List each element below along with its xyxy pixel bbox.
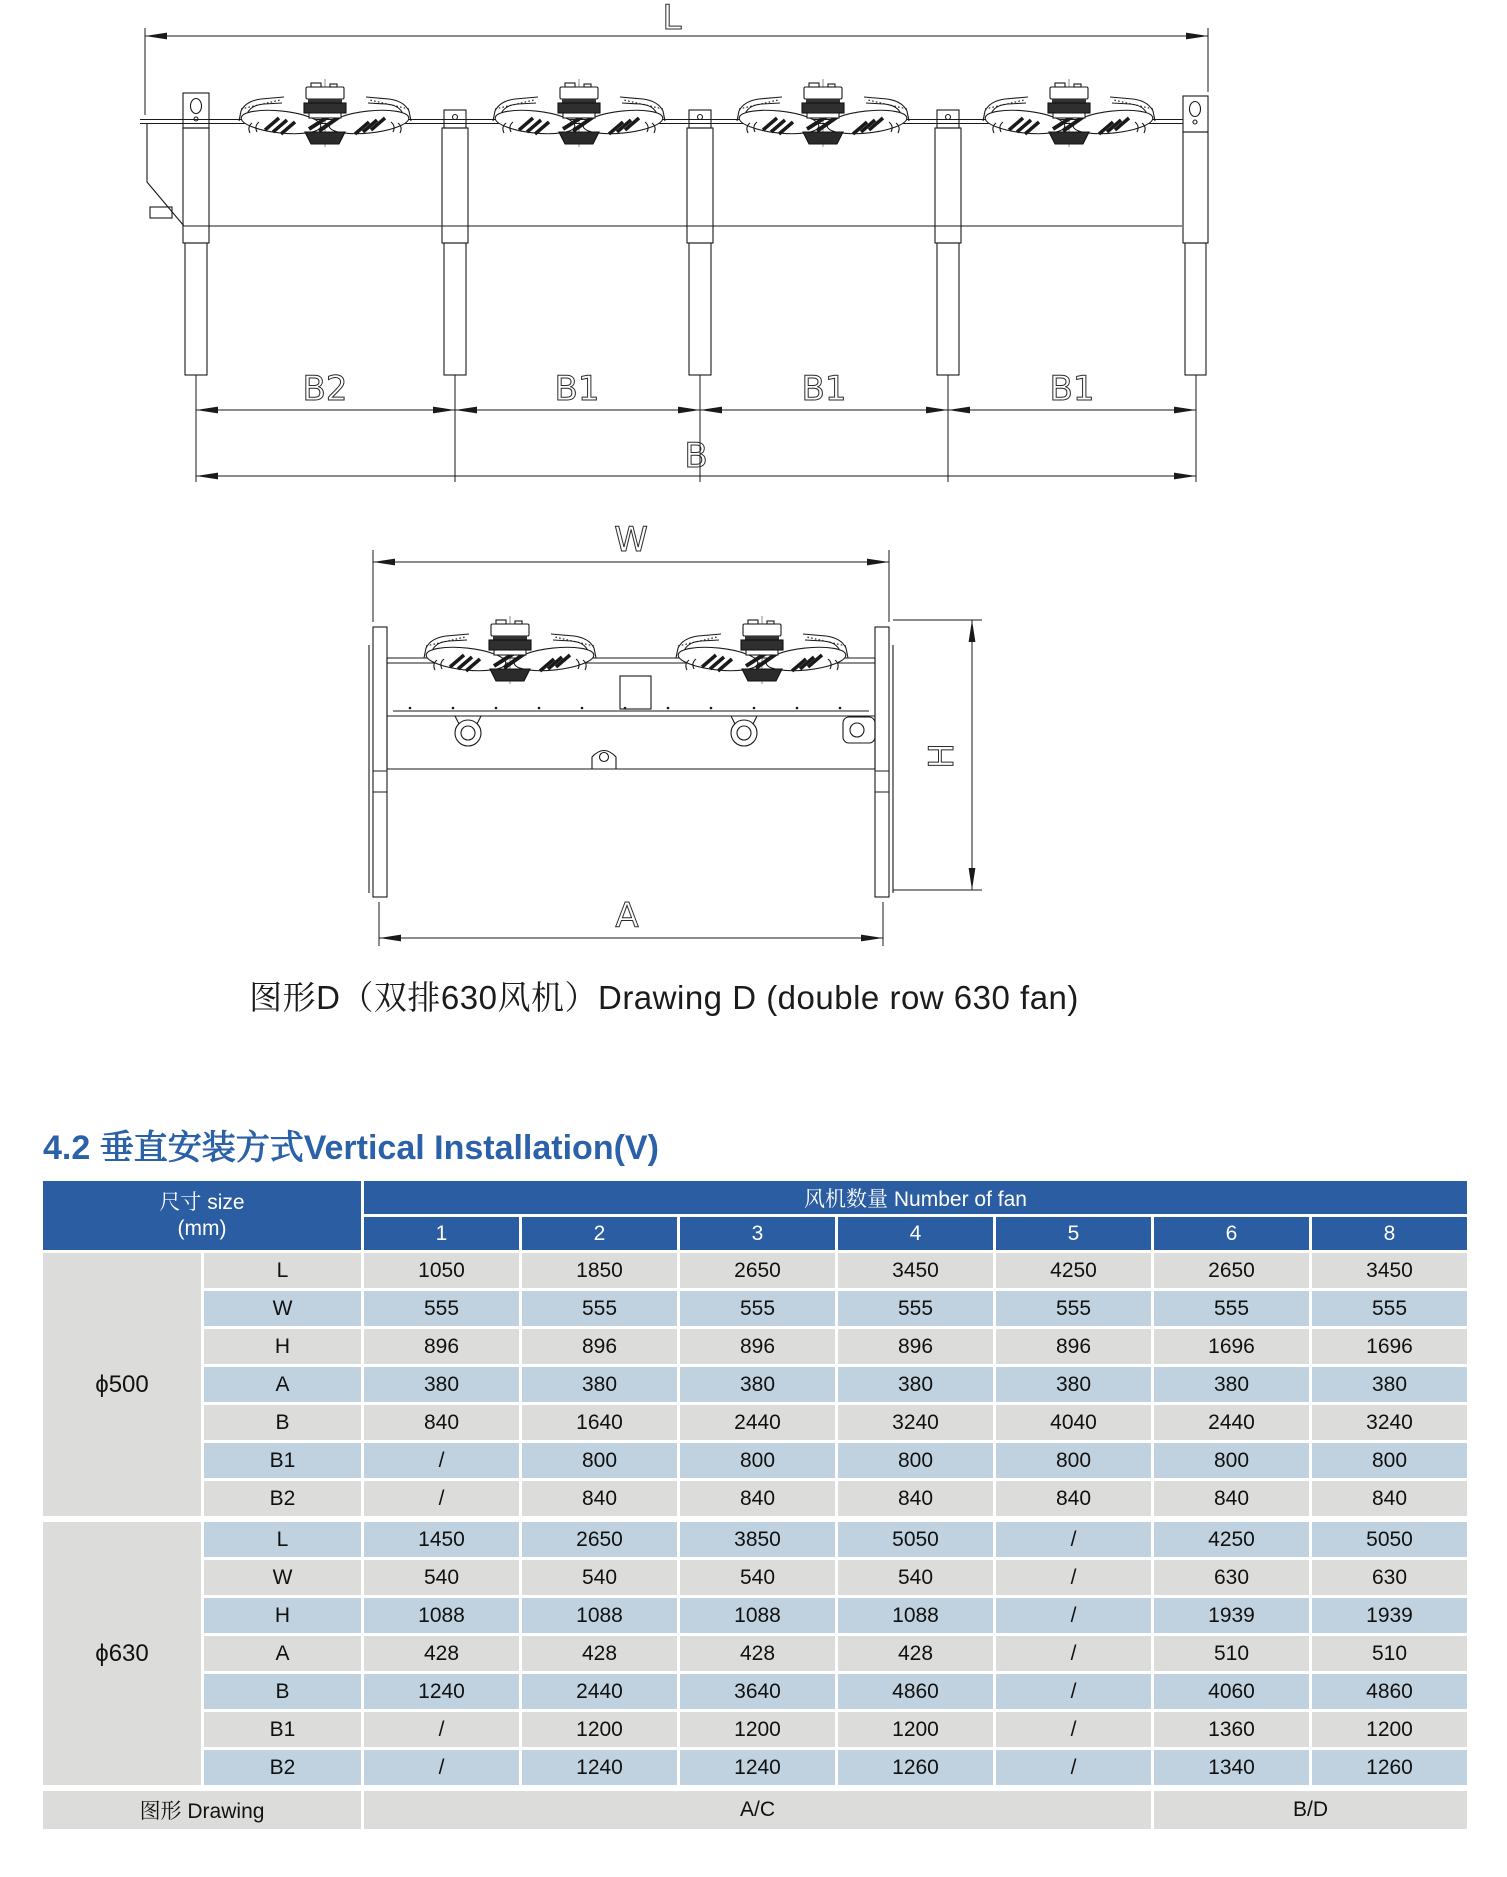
dim-label-h: H — [922, 743, 962, 769]
dimension-value-cell: 540 — [838, 1560, 993, 1595]
dimension-value-cell: 3450 — [1312, 1253, 1467, 1288]
mounting-brackets — [455, 716, 875, 769]
dimension-value-cell: 428 — [838, 1636, 993, 1671]
dimension-value-cell: 2650 — [1154, 1253, 1309, 1288]
dimension-value-cell: 840 — [680, 1481, 835, 1516]
table-row — [43, 1750, 1467, 1785]
dimension-value-cell: 2440 — [680, 1405, 835, 1440]
table-row — [43, 1598, 1467, 1633]
dimension-value-cell: / — [996, 1560, 1151, 1595]
table-row — [43, 1636, 1467, 1671]
size-header-cell — [43, 1181, 361, 1250]
unit-body — [387, 658, 875, 769]
dimension-value-cell: 1696 — [1312, 1329, 1467, 1364]
fan-icon — [676, 616, 848, 684]
dimension-value-cell: 4860 — [1312, 1674, 1467, 1709]
fan-icon — [493, 79, 665, 147]
dimension-value-cell: 555 — [1154, 1291, 1309, 1326]
dimension-label-cell: A — [204, 1636, 361, 1671]
dimension-value-cell: 2650 — [522, 1522, 677, 1557]
dimension-value-cell: 1850 — [522, 1253, 677, 1288]
dimension-value-cell: 1450 — [364, 1522, 519, 1557]
dimension-value-cell: 555 — [996, 1291, 1151, 1326]
dimension-h — [893, 620, 982, 890]
dimension-value-cell: 800 — [522, 1443, 677, 1478]
fan-count-column-header: 4 — [838, 1217, 993, 1250]
fan-diameter-cell: ϕ630 — [43, 1522, 201, 1785]
dimension-value-cell: 896 — [838, 1329, 993, 1364]
dimension-label-cell: H — [204, 1598, 361, 1633]
dimension-value-cell: 800 — [1154, 1443, 1309, 1478]
dimension-value-cell: / — [364, 1712, 519, 1747]
dimension-value-cell: 2650 — [680, 1253, 835, 1288]
dimension-value-cell: 1200 — [522, 1712, 677, 1747]
top-view-drawing — [140, 0, 1208, 482]
dimension-value-cell: 840 — [1154, 1481, 1309, 1516]
table-row — [43, 1329, 1467, 1364]
dimension-value-cell: / — [364, 1481, 519, 1516]
dimension-value-cell: 1050 — [364, 1253, 519, 1288]
dimension-label-cell: B1 — [204, 1443, 361, 1478]
dimension-value-cell: 896 — [364, 1329, 519, 1364]
fan-count-column-header: 6 — [1154, 1217, 1309, 1250]
drawing-ac-cell: A/C — [364, 1791, 1151, 1829]
dimension-value-cell: 840 — [838, 1481, 993, 1516]
dimension-value-cell: 1088 — [838, 1598, 993, 1633]
dimension-value-cell: 4060 — [1154, 1674, 1309, 1709]
dim-label-b2: B2 — [302, 369, 348, 409]
dimension-value-cell: 380 — [680, 1367, 835, 1402]
dimension-value-cell: 555 — [838, 1291, 993, 1326]
dimension-value-cell: 428 — [522, 1636, 677, 1671]
dimension-value-cell: 800 — [996, 1443, 1151, 1478]
dimension-value-cell: 630 — [1154, 1560, 1309, 1595]
dimension-value-cell: / — [996, 1712, 1151, 1747]
dimension-value-cell: 4860 — [838, 1674, 993, 1709]
fan-diameter-cell: ϕ500 — [43, 1253, 201, 1516]
dimension-label-cell: L — [204, 1522, 361, 1557]
dimension-value-cell: / — [996, 1598, 1151, 1633]
dimension-value-cell: 1696 — [1154, 1329, 1309, 1364]
dim-label-l: L — [662, 0, 682, 38]
table-row — [43, 1712, 1467, 1747]
dim-label-b1: B1 — [801, 369, 847, 409]
dimension-value-cell: 896 — [996, 1329, 1151, 1364]
dimension-value-cell: 800 — [1312, 1443, 1467, 1478]
dimension-value-cell: 380 — [1154, 1367, 1309, 1402]
dimension-value-cell: 1088 — [680, 1598, 835, 1633]
dimension-value-cell: 380 — [996, 1367, 1151, 1402]
fan-count-column-header: 5 — [996, 1217, 1151, 1250]
fan-count-column-header: 2 — [522, 1217, 677, 1250]
dim-label-b1: B1 — [1049, 369, 1095, 409]
dim-label-w: W — [614, 520, 648, 560]
size-header-line2: (mm) — [177, 1216, 227, 1240]
dim-label-a: A — [615, 896, 639, 936]
dimension-value-cell: / — [996, 1636, 1151, 1671]
table-row — [43, 1443, 1467, 1478]
dimension-value-cell: 3850 — [680, 1522, 835, 1557]
dimension-value-cell: 1240 — [364, 1674, 519, 1709]
dimension-value-cell: 3240 — [838, 1405, 993, 1440]
dimension-value-cell: 1088 — [522, 1598, 677, 1633]
dimension-value-cell: 1939 — [1312, 1598, 1467, 1633]
dimension-value-cell: 4250 — [996, 1253, 1151, 1288]
dimension-value-cell: 510 — [1154, 1636, 1309, 1671]
dimension-value-cell: 1260 — [1312, 1750, 1467, 1785]
fan-count-column-header: 3 — [680, 1217, 835, 1250]
dimension-value-cell: 380 — [364, 1367, 519, 1402]
dimension-value-cell: 428 — [680, 1636, 835, 1671]
table-row — [43, 1405, 1467, 1440]
dimension-value-cell: 840 — [1312, 1481, 1467, 1516]
drawing-row-label: 图形 Drawing — [43, 1791, 361, 1829]
dimension-value-cell: 428 — [364, 1636, 519, 1671]
dimension-value-cell: 896 — [680, 1329, 835, 1364]
fan-count-header-cell: 风机数量 Number of fan — [364, 1181, 1467, 1214]
dimension-value-cell: 4040 — [996, 1405, 1151, 1440]
dimension-b — [196, 436, 1196, 476]
dimension-label-cell: B2 — [204, 1481, 361, 1516]
dimension-value-cell: 2440 — [522, 1674, 677, 1709]
dimension-l — [145, 0, 1208, 115]
dimension-value-cell: 1360 — [1154, 1712, 1309, 1747]
dimension-value-cell: 540 — [680, 1560, 835, 1595]
table-row — [43, 1481, 1467, 1516]
dimension-value-cell: 5050 — [838, 1522, 993, 1557]
dimension-label-cell: B2 — [204, 1750, 361, 1785]
dimension-label-cell: B — [204, 1405, 361, 1440]
dimension-value-cell: 1340 — [1154, 1750, 1309, 1785]
dimension-value-cell: / — [996, 1522, 1151, 1557]
junction-box — [620, 676, 651, 709]
header-row — [43, 1181, 1467, 1214]
dimension-w — [373, 520, 889, 622]
unit-body — [140, 120, 1183, 227]
dimension-value-cell: 3240 — [1312, 1405, 1467, 1440]
dimension-value-cell: 840 — [522, 1481, 677, 1516]
dimension-value-cell: 1240 — [680, 1750, 835, 1785]
table-row — [43, 1367, 1467, 1402]
table-row — [43, 1253, 1467, 1288]
dimension-value-cell: 510 — [1312, 1636, 1467, 1671]
dimension-a — [379, 896, 883, 946]
table-row — [43, 1522, 1467, 1557]
fan-count-column-header: 1 — [364, 1217, 519, 1250]
dim-label-b1: B1 — [554, 369, 600, 409]
dimension-label-cell: B — [204, 1674, 361, 1709]
drawing-row — [43, 1791, 1467, 1829]
dimension-value-cell: 840 — [364, 1405, 519, 1440]
fan-icon — [737, 79, 909, 147]
dimension-value-cell: 1200 — [838, 1712, 993, 1747]
dimension-value-cell: 630 — [1312, 1560, 1467, 1595]
table-row — [43, 1674, 1467, 1709]
dimension-value-cell: 555 — [680, 1291, 835, 1326]
dimension-value-cell: / — [364, 1750, 519, 1785]
section-title: 4.2 垂直安装方式Vertical Installation(V) — [43, 1129, 659, 1167]
dimension-value-cell: 1640 — [522, 1405, 677, 1440]
size-header-line1: 尺寸 size — [159, 1191, 245, 1215]
dimension-value-cell: 2440 — [1154, 1405, 1309, 1440]
dimension-label-cell: H — [204, 1329, 361, 1364]
dimension-value-cell: 380 — [838, 1367, 993, 1402]
dim-label-b: B — [684, 436, 708, 476]
fan-icon — [239, 79, 411, 147]
dimension-value-cell: 380 — [522, 1367, 677, 1402]
dimension-value-cell: 1260 — [838, 1750, 993, 1785]
front-view-drawing — [369, 520, 982, 946]
dimension-value-cell: 1200 — [680, 1712, 835, 1747]
drawing-caption: 图形D（双排630风机）Drawing D (double row 630 fan) — [249, 979, 1079, 1016]
fan-icon — [424, 616, 596, 684]
dimension-value-cell: 1240 — [522, 1750, 677, 1785]
dimension-value-cell: 1088 — [364, 1598, 519, 1633]
dimension-value-cell: 3640 — [680, 1674, 835, 1709]
dimension-value-cell: 555 — [1312, 1291, 1467, 1326]
dimension-value-cell: / — [996, 1750, 1151, 1785]
dimension-value-cell: 555 — [364, 1291, 519, 1326]
dimension-value-cell: 5050 — [1312, 1522, 1467, 1557]
dimension-value-cell: / — [364, 1443, 519, 1478]
table-row — [43, 1291, 1467, 1326]
dimension-value-cell: 896 — [522, 1329, 677, 1364]
dimension-label-cell: W — [204, 1560, 361, 1595]
dimension-value-cell: 555 — [522, 1291, 677, 1326]
fan-icon — [983, 79, 1155, 147]
dimension-label-cell: A — [204, 1367, 361, 1402]
dimension-value-cell: 840 — [996, 1481, 1151, 1516]
table-row — [43, 1560, 1467, 1595]
dimension-value-cell: 4250 — [1154, 1522, 1309, 1557]
dimension-value-cell: 1939 — [1154, 1598, 1309, 1633]
dimension-value-cell: 3450 — [838, 1253, 993, 1288]
vertical-installation-table — [40, 1178, 1470, 1832]
dimension-value-cell: 540 — [522, 1560, 677, 1595]
dimension-value-cell: 800 — [838, 1443, 993, 1478]
drawing-bd-cell: B/D — [1154, 1791, 1467, 1829]
dimension-value-cell: 380 — [1312, 1367, 1467, 1402]
dimension-label-cell: W — [204, 1291, 361, 1326]
dimension-value-cell: / — [996, 1674, 1151, 1709]
dimension-value-cell: 540 — [364, 1560, 519, 1595]
dimension-value-cell: 1200 — [1312, 1712, 1467, 1747]
dimension-value-cell: 800 — [680, 1443, 835, 1478]
dimension-label-cell: B1 — [204, 1712, 361, 1747]
dimension-label-cell: L — [204, 1253, 361, 1288]
fan-count-column-header: 8 — [1312, 1217, 1467, 1250]
